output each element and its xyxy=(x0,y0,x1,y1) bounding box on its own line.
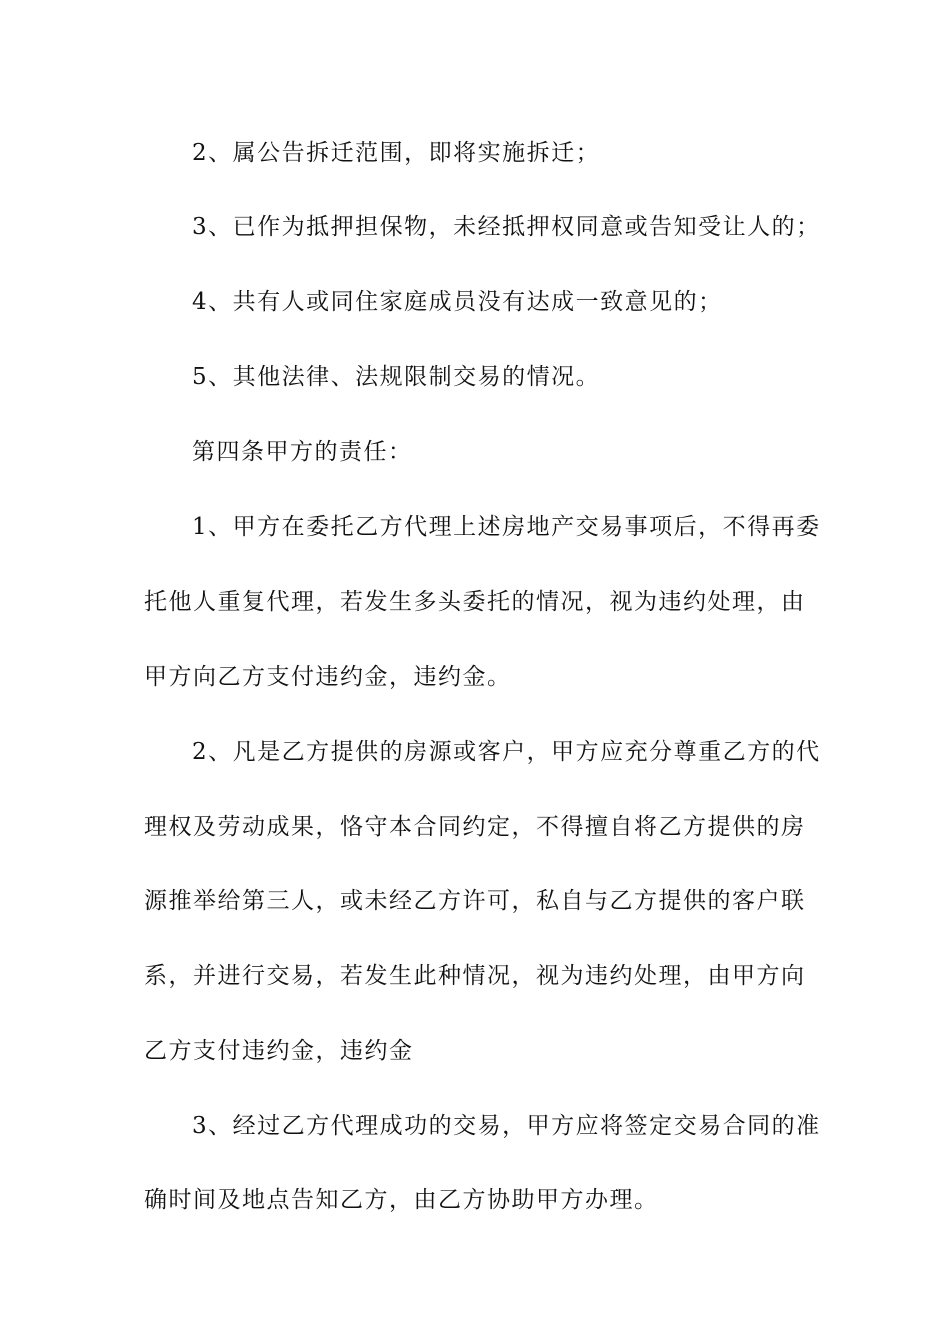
paragraph-line: 源推举给第三人，或未经乙方许可，私自与乙方提供的客户联 xyxy=(144,888,806,914)
paragraph-line: 3、经过乙方代理成功的交易，甲方应将签定交易合同的准 xyxy=(192,1113,821,1139)
paragraph-line: 系，并进行交易，若发生此种情况，视为违约处理，由甲方向 xyxy=(144,963,806,989)
clause-item-3: 3、已作为抵押担保物，未经抵押权同意或告知受让人的； xyxy=(192,214,821,240)
paragraph-line: 理权及劳动成果，恪守本合同约定，不得擅自将乙方提供的房 xyxy=(144,814,806,840)
paragraph-line: 甲方向乙方支付违约金，违约金。 xyxy=(144,664,512,690)
paragraph-line: 确时间及地点告知乙方，由乙方协助甲方办理。 xyxy=(144,1187,659,1213)
article-heading: 第四条甲方的责任： xyxy=(192,439,413,465)
clause-item-4: 4、共有人或同住家庭成员没有达成一致意见的； xyxy=(192,289,723,315)
paragraph-line: 1、甲方在委托乙方代理上述房地产交易事项后，不得再委 xyxy=(192,514,821,540)
clause-item-2: 2、属公告拆迁范围，即将实施拆迁； xyxy=(192,140,601,166)
paragraph-line: 乙方支付违约金，违约金 xyxy=(144,1038,414,1064)
paragraph-line: 2、凡是乙方提供的房源或客户，甲方应充分尊重乙方的代 xyxy=(192,739,821,765)
paragraph-line: 托他人重复代理，若发生多头委托的情况，视为违约处理，由 xyxy=(144,589,806,615)
clause-item-5: 5、其他法律、法规限制交易的情况。 xyxy=(192,364,601,390)
